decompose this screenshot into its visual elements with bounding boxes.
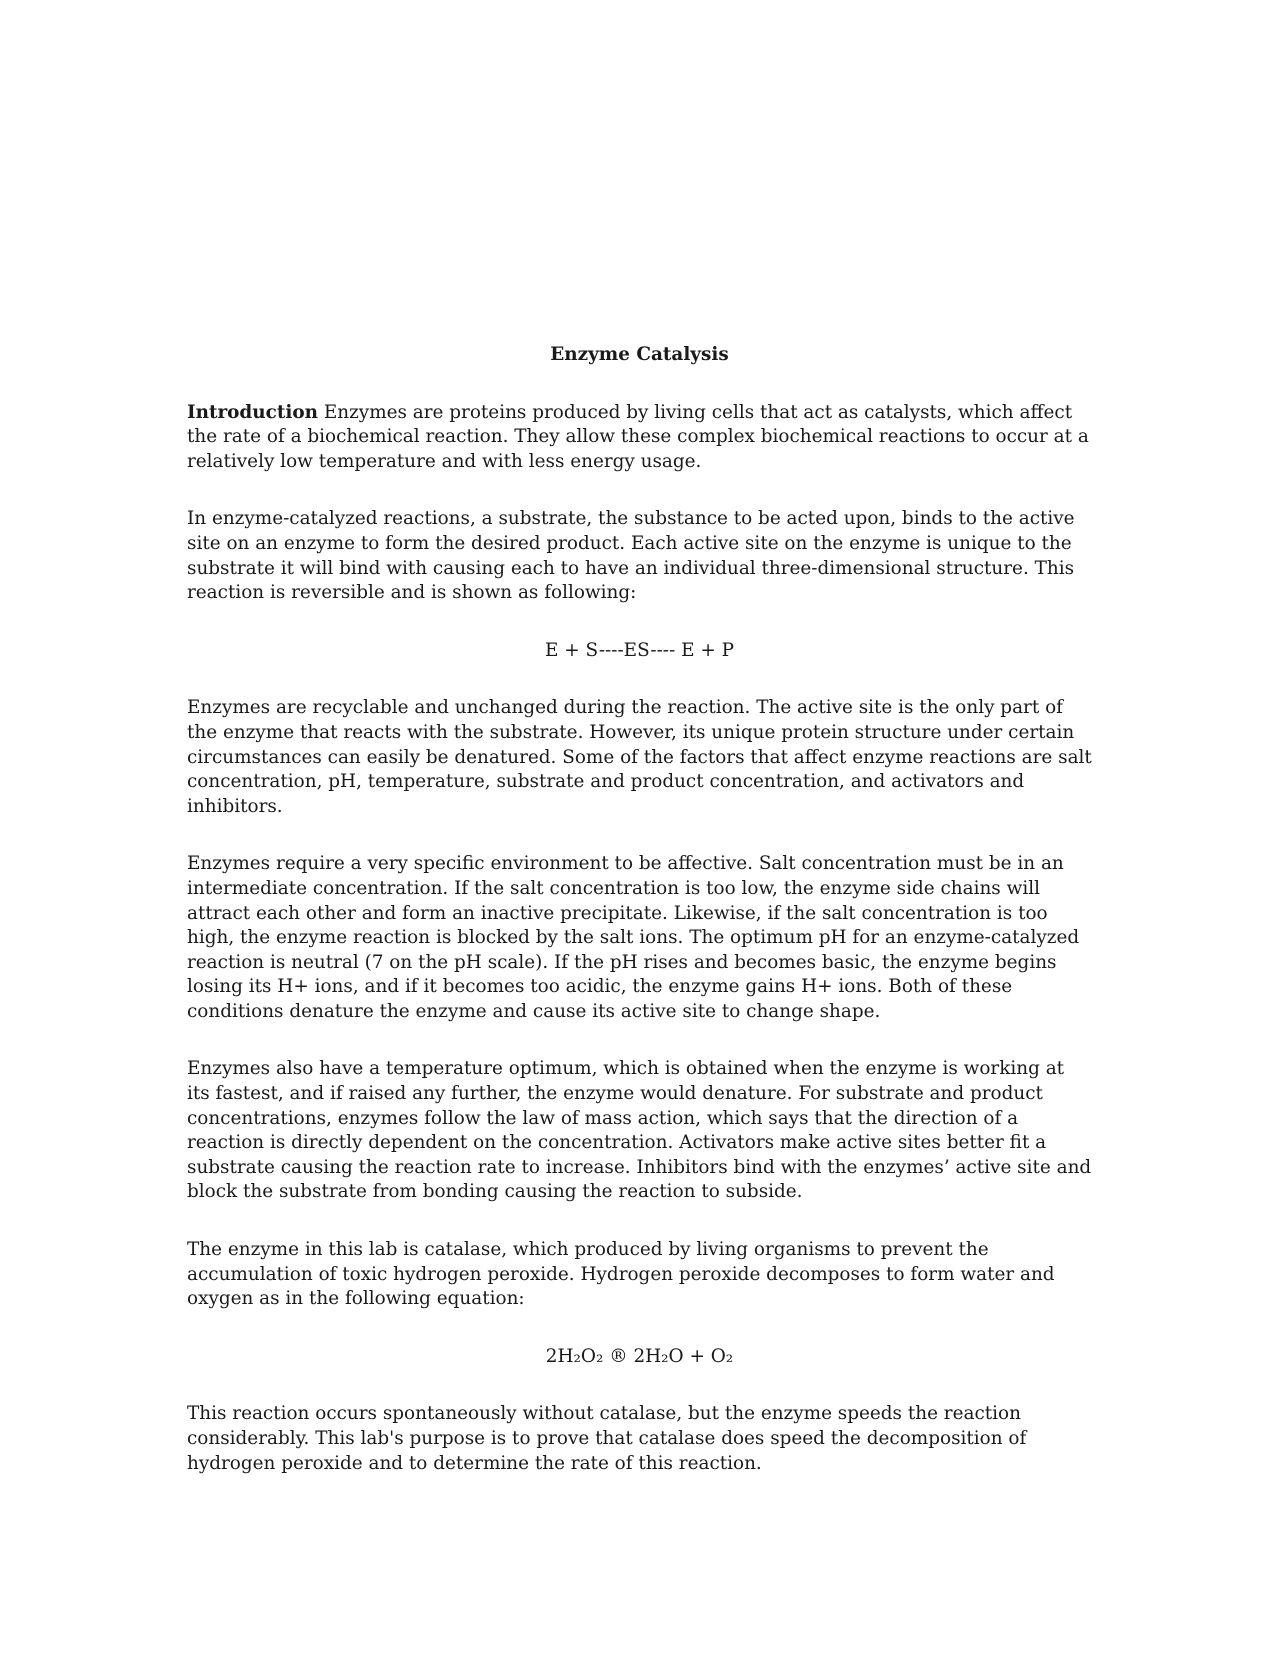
equation-enzyme-substrate: E + S----ES---- E + P bbox=[545, 639, 734, 661]
paragraph-temperature: Enzymes also have a temperature optimum, which is obtained when the enzyme is working at its fastest, and if raised any further, the enzyme would denature. For substrate and product concentrations, enzymes follow the law of mass action, which says that the direction of a reaction is directly dependent on the concentration. Activators make active sites better fit a substrate causing the reaction rate to increase. Inhibitors bind with the enzymes’ active site and block the substrate from bonding causing the reaction to subside. bbox=[187, 1058, 1092, 1203]
intro-label: Introduction bbox=[187, 401, 318, 423]
paragraph-enzyme-catalyzed: In enzyme-catalyzed reactions, a substrate, the substance to be acted upon, binds to the active site on an enzyme to form the desired product. Each active site on the enzyme is unique to the substrate it will bind with causing each to have an individual three-dimensional structure. This reaction is reversible and is shown as following: bbox=[187, 508, 1075, 604]
paragraph-environment: Enzymes require a very specific environment to be affective. Salt concentration must be in an intermediate concentration. If the salt concentration is too low, the enzyme side chains will attract each other and form an inactive precipitate. Likewise, if the salt concentration is too high, the enzyme reaction is blocked by the salt ions. The optimum pH for an enzyme-catalyzed reaction is neutral (7 on the pH scale). If the pH rises and becomes basic, the enzyme begins losing its H+ ions, and if it becomes too acidic, the enzyme gains H+ ions. Both of these conditions denature the enzyme and cause its active site to change shape. bbox=[187, 853, 1080, 1022]
intro-text: Enzymes are proteins produced by living cells that act as catalysts, which affect the rate of a biochemical reaction. They allow these complex biochemical reactions to occur at a relatively low temperature and with less energy usage. bbox=[187, 401, 1089, 472]
document-title: Enzyme Catalysis bbox=[550, 344, 729, 365]
intro-paragraph bbox=[187, 401, 1092, 475]
paragraph-catalase: The enzyme in this lab is catalase, which produced by living organisms to prevent the accumulation of toxic hydrogen peroxide. Hydrogen peroxide decomposes to form water and oxygen as in the following equation: bbox=[187, 1239, 1055, 1310]
paragraph-recyclable: Enzymes are recyclable and unchanged during the reaction. The active site is the only part of the enzyme that reacts with the substrate. However, its unique protein structure under certain circumstances can easily be denatured. Some of the factors that affect enzyme reactions are salt concentration, pH, temperature, substrate and product concentration, and activators and inhibitors. bbox=[187, 697, 1092, 817]
paragraph-purpose: This reaction occurs spontaneously without catalase, but the enzyme speeds the reaction considerably. This lab's purpose is to prove that catalase does speed the decomposition of hydrogen peroxide and to determine the rate of this reaction. bbox=[187, 1403, 1027, 1474]
equation-peroxide: 2H₂O₂ ® 2H₂O + O₂ bbox=[545, 1345, 734, 1367]
document-body bbox=[187, 343, 1092, 1509]
